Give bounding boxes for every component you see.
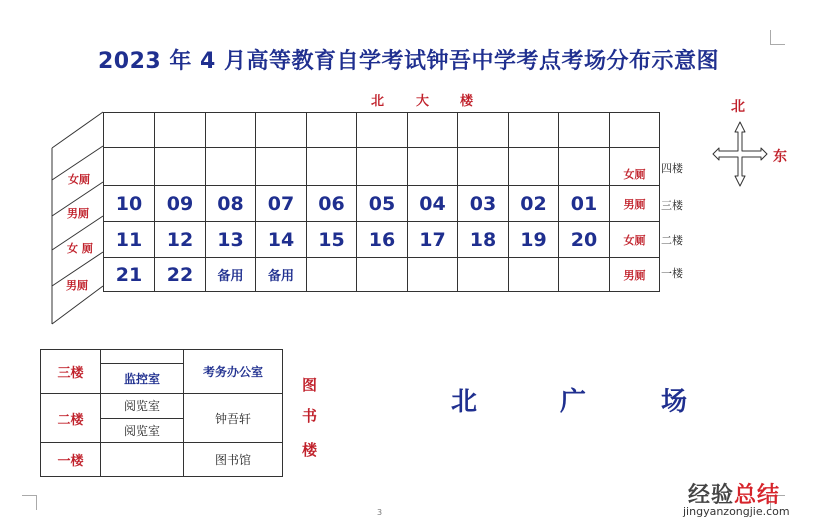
floor-label-4: 四楼 [661, 162, 683, 175]
exam-room-cell: 03 [458, 186, 509, 222]
room-cell [357, 148, 408, 186]
building-name-char: 大 [416, 94, 430, 109]
restroom-label-left-female: 女厕 [68, 173, 90, 186]
watermark-accent: 总结 [734, 483, 781, 508]
roof-cell [509, 113, 559, 148]
restroom-cell-female: 女厕 [610, 222, 660, 258]
exam-room-cell: 16 [357, 222, 408, 258]
exam-room-cell: 13 [206, 222, 256, 258]
restroom-label-left-male: 男厕 [66, 279, 88, 292]
floor-label-2: 二楼 [661, 234, 683, 247]
library-building-char: 书 [302, 407, 318, 425]
watermark-prefix: 经验 [688, 483, 735, 508]
north-plaza-char: 场 [661, 387, 688, 417]
exam-room-cell: 08 [206, 186, 256, 222]
exam-room-cell: 21 [104, 258, 155, 292]
exam-room-cell: 22 [155, 258, 206, 292]
compass-arrows-icon [712, 120, 768, 188]
exam-room-cell: 09 [155, 186, 206, 222]
exam-room-cell: 05 [357, 186, 408, 222]
exam-room-cell: 20 [559, 222, 610, 258]
spare-room-cell: 备用 [256, 258, 307, 292]
exam-room-cell: 19 [509, 222, 559, 258]
exam-room-cell: 12 [155, 222, 206, 258]
floor-label-3: 三楼 [661, 199, 683, 212]
annex-floor-label-3: 三楼 [41, 350, 101, 394]
building-name-char: 北 [371, 94, 385, 109]
exam-room-cell: 04 [408, 186, 458, 222]
roof-cell [256, 113, 307, 148]
exam-room-cell: 01 [559, 186, 610, 222]
library-building-char: 楼 [302, 441, 318, 459]
roof-cell [206, 113, 256, 148]
reading-room-cell: 阅览室 [101, 394, 184, 418]
exam-office-cell: 考务办公室 [184, 350, 283, 394]
exam-room-cell: 02 [509, 186, 559, 222]
room-cell [559, 148, 610, 186]
exam-room-cell: 11 [104, 222, 155, 258]
north-building-grid [103, 112, 660, 292]
page-number: 3 [377, 508, 383, 517]
north-plaza-char: 北 [451, 387, 478, 417]
annex-building-table [40, 349, 283, 477]
exam-room-cell: 06 [307, 186, 357, 222]
room-cell [206, 148, 256, 186]
room-cell [458, 148, 509, 186]
room-cell [155, 148, 206, 186]
room-cell [559, 258, 610, 292]
roof-cell [408, 113, 458, 148]
zhongwu-xuan-cell: 钟吾轩 [184, 394, 283, 442]
restroom-label-left-male: 男厕 [67, 207, 89, 220]
exam-room-cell: 15 [307, 222, 357, 258]
room-cell [307, 148, 357, 186]
exam-room-cell: 10 [104, 186, 155, 222]
annex-empty-cell [101, 442, 184, 476]
roof-cell [357, 113, 408, 148]
exam-room-cell: 14 [256, 222, 307, 258]
roof-cell [559, 113, 610, 148]
watermark-url: jingyanzongjie.com [683, 505, 790, 518]
exam-room-cell: 17 [408, 222, 458, 258]
building-name-char: 楼 [460, 94, 474, 109]
room-cell [256, 148, 307, 186]
roof-cell [307, 113, 357, 148]
compass-east-label: 东 [773, 149, 787, 165]
exam-room-cell: 07 [256, 186, 307, 222]
room-cell [307, 258, 357, 292]
floor-label-1: 一楼 [661, 267, 683, 280]
compass-north-label: 北 [731, 99, 745, 115]
annex-floor-label-2: 二楼 [41, 394, 101, 442]
restroom-label-left-female: 女 厕 [67, 242, 93, 255]
roof-cell [610, 113, 660, 148]
room-cell [408, 258, 458, 292]
corner-mark-top-right [770, 30, 785, 45]
roof-cell [104, 113, 155, 148]
roof-cell [458, 113, 509, 148]
north-plaza-char: 广 [560, 387, 587, 417]
monitor-room-cell: 监控室 [101, 364, 184, 394]
room-cell [408, 148, 458, 186]
page-title: 2023 年 4 月高等教育自学考试钟吾中学考点考场分布示意图 [97, 49, 720, 74]
reading-room-cell: 阅览室 [101, 418, 184, 442]
corner-mark-bottom-left [22, 495, 37, 510]
room-cell [509, 258, 559, 292]
roof-cell [155, 113, 206, 148]
library-hall-cell: 图书馆 [184, 442, 283, 476]
spare-room-cell: 备用 [206, 258, 256, 292]
room-cell [104, 148, 155, 186]
library-building-char: 图 [302, 376, 318, 394]
room-cell [458, 258, 509, 292]
annex-empty-cell [101, 350, 184, 364]
restroom-cell-male: 男厕 [610, 258, 660, 292]
room-cell [509, 148, 559, 186]
restroom-cell-female: 女厕 [610, 148, 660, 186]
annex-floor-label-1: 一楼 [41, 442, 101, 476]
exam-room-cell: 18 [458, 222, 509, 258]
restroom-cell-male: 男厕 [610, 186, 660, 222]
room-cell [357, 258, 408, 292]
